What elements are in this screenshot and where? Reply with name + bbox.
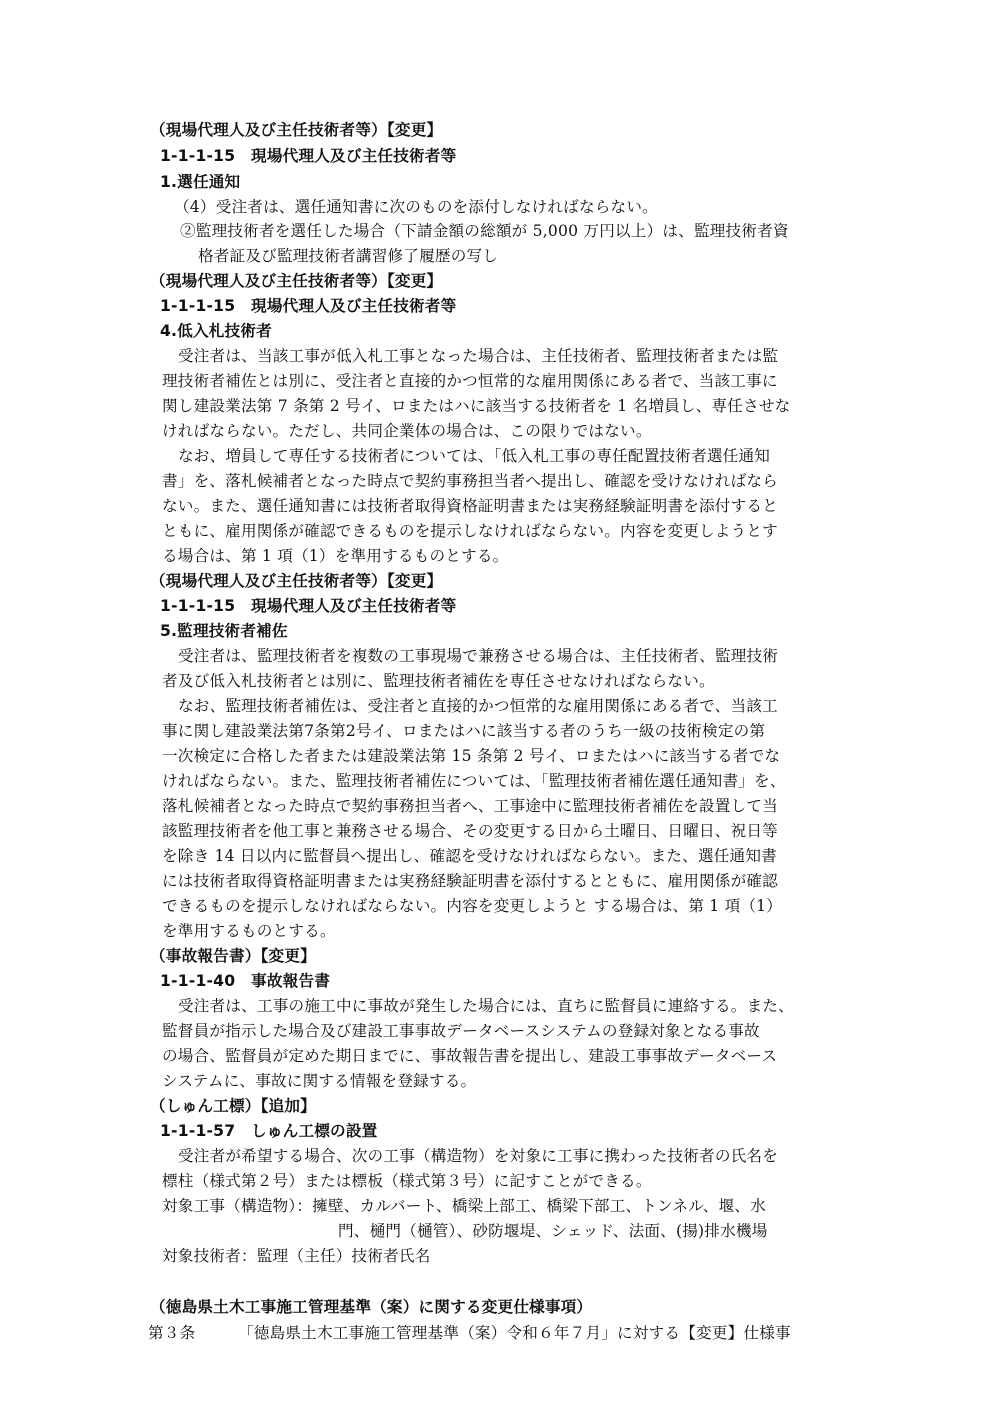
body-line: 監督員が指示した場合及び建設工事事故データベースシステムの登録対象となる事故 <box>162 1022 760 1040</box>
section-heading: （現場代理人及び主任技術者等）【変更】 <box>150 121 443 139</box>
subsection-title: 5.監理技術者補佐 <box>160 622 288 640</box>
body-line: 書」を、落札候補者となった時点で契約事務担当者へ提出し、確認を受けなければなら <box>162 472 778 490</box>
article-title: 1-1-1-40 事故報告書 <box>160 972 331 990</box>
body-line: を準用するものとする。 <box>162 922 336 940</box>
body-line: 門、樋門（樋管）、砂防堰堤、シェッド、法面、(揚)排水機場 <box>338 1222 768 1240</box>
body-line: 対象技術者：監理（主任）技術者氏名 <box>162 1247 431 1265</box>
body-line: 該監理技術者を他工事と兼務させる場合、その変更する日から土曜日、日曜日、祝日等 <box>162 822 778 840</box>
body-line: なお、増員して専任する技術者については、「低入札工事の専任配置技術者選任通知 <box>178 447 771 465</box>
section-heading: （しゅん工標）【追加】 <box>150 1097 316 1115</box>
body-line: 落札候補者となった時点で契約事務担当者へ、工事途中に監理技術者補佐を設置して当 <box>162 797 778 815</box>
subsection-title: 1.選任通知 <box>160 173 241 191</box>
body-line: ければならない。ただし、共同企業体の場合は、この限りではない。 <box>162 422 652 440</box>
section-heading: （事故報告書）【変更】 <box>150 947 316 965</box>
section-heading: （現場代理人及び主任技術者等）【変更】 <box>150 272 443 290</box>
body-line: 受注者が希望する場合、次の工事（構造物）を対象に工事に携わった技術者の氏名を <box>178 1147 779 1165</box>
body-line: 格者証及び監理技術者講習修了履歴の写し <box>198 247 499 265</box>
body-line: 理技術者補佐とは別に、受注者と直接的かつ恒常的な雇用関係にある者で、当該工事に <box>162 372 778 390</box>
body-line: 一次検定に合格した者または建設業法第 15 条第 2 号イ、ロまたはハに該当する者でな <box>162 747 781 765</box>
body-line: を除き 14 日以内に監督員へ提出し、確認を受けなければならない。また、選任通知書 <box>162 847 777 865</box>
section-heading: （徳島県土木工事施工管理基準（案）に関する変更仕様事項） <box>150 1298 593 1316</box>
body-line: 関し建設業法第 7 条第 2 号イ、ロまたはハに該当する技術者を 1 名増員し、専任させな <box>162 397 791 415</box>
body-line: 受注者は、工事の施工中に事故が発生した場合には、直ちに監督員に連絡する。また、 <box>178 997 794 1015</box>
body-line: システムに、事故に関する情報を登録する。 <box>162 1072 477 1090</box>
body-line: る場合は、第 1 項（1）を準用するものとする。 <box>162 547 509 565</box>
article-title: 1-1-1-57 しゅん工標の設置 <box>160 1122 378 1140</box>
body-line: には技術者取得資格証明書または実務経験証明書を添付するとともに、雇用関係が確認 <box>162 872 778 890</box>
body-line: （4）受注者は、選任通知書に次のものを添付しなければならない。 <box>174 198 658 216</box>
body-line: 者及び低入札技術者とは別に、監理技術者補佐を専任させなければならない。 <box>162 672 715 690</box>
body-line: の場合、監督員が定めた期日までに、事故報告書を提出し、建設工事事故データベース <box>162 1047 778 1065</box>
subsection-title: 4.低入札技術者 <box>160 322 272 340</box>
article-title: 1-1-1-15 現場代理人及び主任技術者等 <box>160 597 457 615</box>
body-line: できるものを提示しなければならない。内容を変更しようと する場合は、第 1 項（1） <box>162 897 783 915</box>
body-line: ない。また、選任通知書には技術者取得資格証明書または実務経験証明書を添付すると <box>162 497 778 515</box>
body-line: 「徳島県土木工事施工管理基準（案）令和６年７月」に対する【変更】仕様事 <box>238 1324 791 1342</box>
section-heading: （現場代理人及び主任技術者等）【変更】 <box>150 572 443 590</box>
body-line: 受注者は、当該工事が低入札工事となった場合は、主任技術者、監理技術者または監 <box>178 347 779 365</box>
body-line: 受注者は、監理技術者を複数の工事現場で兼務させる場合は、主任技術者、監理技術 <box>178 647 779 665</box>
article-title: 1-1-1-15 現場代理人及び主任技術者等 <box>160 297 457 315</box>
article-label: 第３条 <box>148 1324 196 1342</box>
body-line: 事に関し建設業法第7条第2号イ、ロまたはハに該当する者のうち一級の技術検定の第 <box>162 722 766 740</box>
body-line: 対象工事（構造物）：擁壁、カルバート、橋梁上部工、橋梁下部工、トンネル、堰、水 <box>162 1197 766 1215</box>
body-line: ければならない。また、監理技術者補佐については、「監理技術者補佐選任通知書」を、 <box>162 772 786 790</box>
body-line: 標柱（様式第２号）または標板（様式第３号）に記すことができる。 <box>162 1172 652 1190</box>
body-line: なお、監理技術者補佐は、受注者と直接的かつ恒常的な雇用関係にある者で、当該工 <box>178 697 778 715</box>
body-line: ともに、雇用関係が確認できるものを提示しなければならない。内容を変更しようとす <box>162 522 778 540</box>
body-line: ②監理技術者を選任した場合（下請金額の総額が 5,000 万円以上）は、監理技術者資 <box>180 222 789 240</box>
article-title: 1-1-1-15 現場代理人及び主任技術者等 <box>160 147 457 165</box>
